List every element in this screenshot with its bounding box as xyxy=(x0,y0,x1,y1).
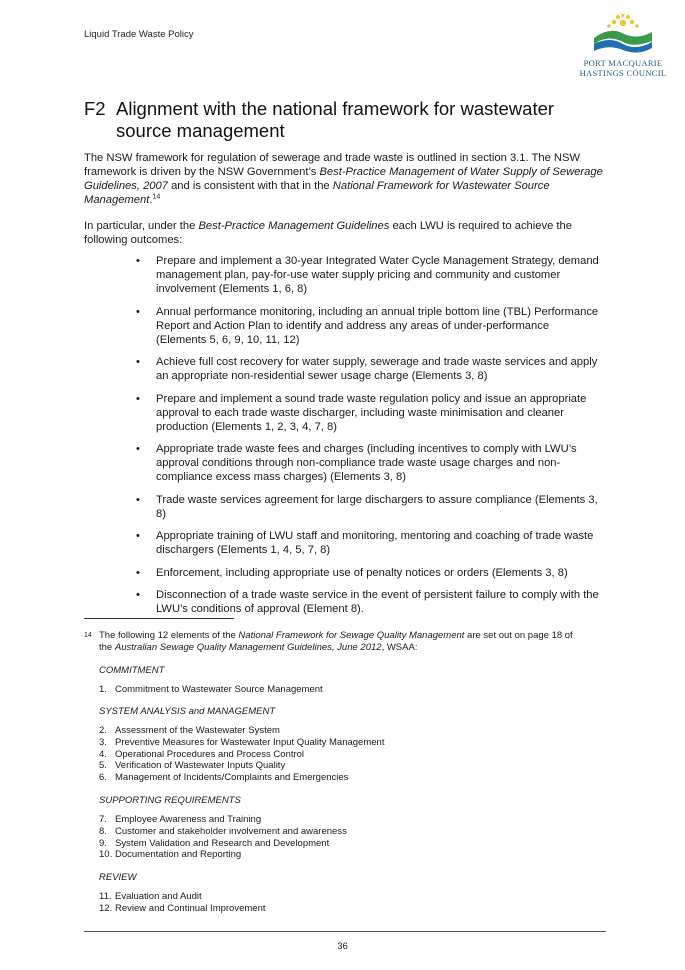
bullet-icon: • xyxy=(136,589,140,601)
list-item: 8. Customer and stakeholder involvement and awareness xyxy=(99,825,347,837)
council-logo xyxy=(578,14,668,78)
bullet-icon: • xyxy=(136,356,140,368)
intro-italic-1: Best-Practice Management of Water Supply of Sewerage Guidelines, 2007 xyxy=(84,166,603,192)
list-item: • Enforcement, including appropriate use of penalty notices or orders (Elements 3, 8) xyxy=(136,566,568,579)
list-item: • Prepare and implement a 30-year Integrated Water Cycle Management Strategy, demand management plan, pay-for-use water supply pricing and community and customer involvement (Elements 1, 6, 8) xyxy=(136,255,599,295)
intro-text-3: . xyxy=(149,194,153,206)
footnote-intro: 14 The following 12 elements of the National Framework for Sewage Quality Management are set out on page 18 of the Australian Sewage Quality Management Guidelines, June 2012, WSAA: xyxy=(84,630,573,653)
logo-emblem-icon xyxy=(588,14,658,58)
list-item: • Appropriate trade waste fees and charges (including incentives to comply with LWU’s approval conditions through non-compliance trade waste usage charges and non-compliance excess mass charges) (Elements 3, 8) xyxy=(136,443,577,483)
outcomes-text-1: In particular, under the xyxy=(84,220,199,232)
list-item: • Annual performance monitoring, including an annual triple bottom line (TBL) Performance Report and Action Plan to identify and address any areas of under-performance (Elements 5, 6, 9, 10, 11, 12) xyxy=(136,305,599,346)
bullet-icon: • xyxy=(136,566,140,579)
bullet-icon: • xyxy=(136,392,140,405)
list-item: 3. Preventive Measures for Wastewater Input Quality Management xyxy=(99,736,385,748)
page-number: 36 xyxy=(337,941,348,952)
footnote-group-heading: SYSTEM ANALYSIS and MANAGEMENT xyxy=(99,706,276,717)
list-item: • Appropriate training of LWU staff and monitoring, mentoring and coaching of trade waste dischargers (Elements 1, 4, 5, 7, 8) xyxy=(136,530,594,556)
intro-paragraph xyxy=(84,151,609,207)
logo-text-line2: HASTINGS COUNCIL xyxy=(579,68,667,78)
section-title: Alignment with the national framework for wastewater source management xyxy=(116,98,555,141)
bullet-icon: • xyxy=(136,255,140,267)
logo-text-line1: PORT MACQUARIE xyxy=(583,58,663,68)
list-item: 10. Documentation and Reporting xyxy=(99,849,242,861)
list-item: 1. Commitment to Wastewater Source Management xyxy=(99,684,323,695)
list-item: 11. Evaluation and Audit xyxy=(99,891,202,902)
list-item: • Disconnection of a trade waste service in the event of persistent failure to comply with the LWU’s conditions of approval (Element 8). xyxy=(136,589,599,615)
footnote-group-heading: REVIEW xyxy=(99,872,137,883)
footnote-group-list xyxy=(99,725,384,784)
list-item: • Achieve full cost recovery for water supply, sewerage and trade waste services and apply an appropriate non-residential sewer usage charge (Elements 3, 8) xyxy=(136,356,598,382)
outcomes-paragraph xyxy=(84,219,609,247)
footnote-group-heading: SUPPORTING REQUIREMENTS xyxy=(99,795,241,806)
list-item: 4. Operational Procedures and Process Control xyxy=(99,748,305,760)
bullet-icon: • xyxy=(136,530,140,542)
intro-italic-2: National Framework for Wastewater Source Management xyxy=(84,180,550,206)
footnote-group-heading: COMMITMENT xyxy=(99,665,165,676)
footnote-group-list xyxy=(99,891,266,915)
outcomes-list xyxy=(134,254,604,625)
list-item: 6. Management of Incidents/Complaints and Emergencies xyxy=(99,772,349,784)
list-item: • Trade waste services agreement for large dischargers to assure compliance (Elements 3, 8) xyxy=(136,493,598,520)
list-item: • Prepare and implement a sound trade waste regulation policy and issue an appropriate approval to each trade waste discharger, including waste minimisation and cleaner production (Elements 1, 2, 3, 4, 7, 8) xyxy=(136,392,587,433)
footnote-mark: 14 xyxy=(84,632,92,639)
intro-text-2: and is consistent with that in the xyxy=(167,180,333,192)
intro-text-1: The NSW framework for regulation of sewerage and trade waste is outlined in section 3.1. The NSW framework is driven by the NSW Government’s xyxy=(84,152,581,178)
list-item: 9. System Validation and Research and Development xyxy=(99,837,330,849)
bullet-icon: • xyxy=(136,443,140,455)
list-item: 2. Assessment of the Wastewater System xyxy=(99,725,280,736)
outcomes-text-2: each LWU is required to achieve the following outcomes: xyxy=(84,220,572,246)
footnote-group-list xyxy=(99,814,347,861)
list-item: 5. Verification of Wastewater Inputs Quality xyxy=(99,760,286,772)
list-item: 7. Employee Awareness and Training xyxy=(99,814,262,825)
bullet-icon: • xyxy=(136,305,140,318)
list-item: 12. Review and Continual Improvement xyxy=(99,902,266,914)
section-heading xyxy=(84,98,614,142)
footer-separator xyxy=(84,931,606,932)
footnote-group-list xyxy=(99,684,323,696)
footnote-separator xyxy=(84,618,234,619)
document-header-title: Liquid Trade Waste Policy xyxy=(84,29,194,40)
section-number: F2 xyxy=(84,98,106,119)
outcome-elements: (Elements 5, 6, 9, 10, 11, 12) xyxy=(156,333,300,346)
bullet-icon: • xyxy=(136,493,140,506)
outcomes-italic: Best-Practice Management Guidelines xyxy=(198,220,390,232)
footnote-reference: 14 xyxy=(152,193,161,201)
